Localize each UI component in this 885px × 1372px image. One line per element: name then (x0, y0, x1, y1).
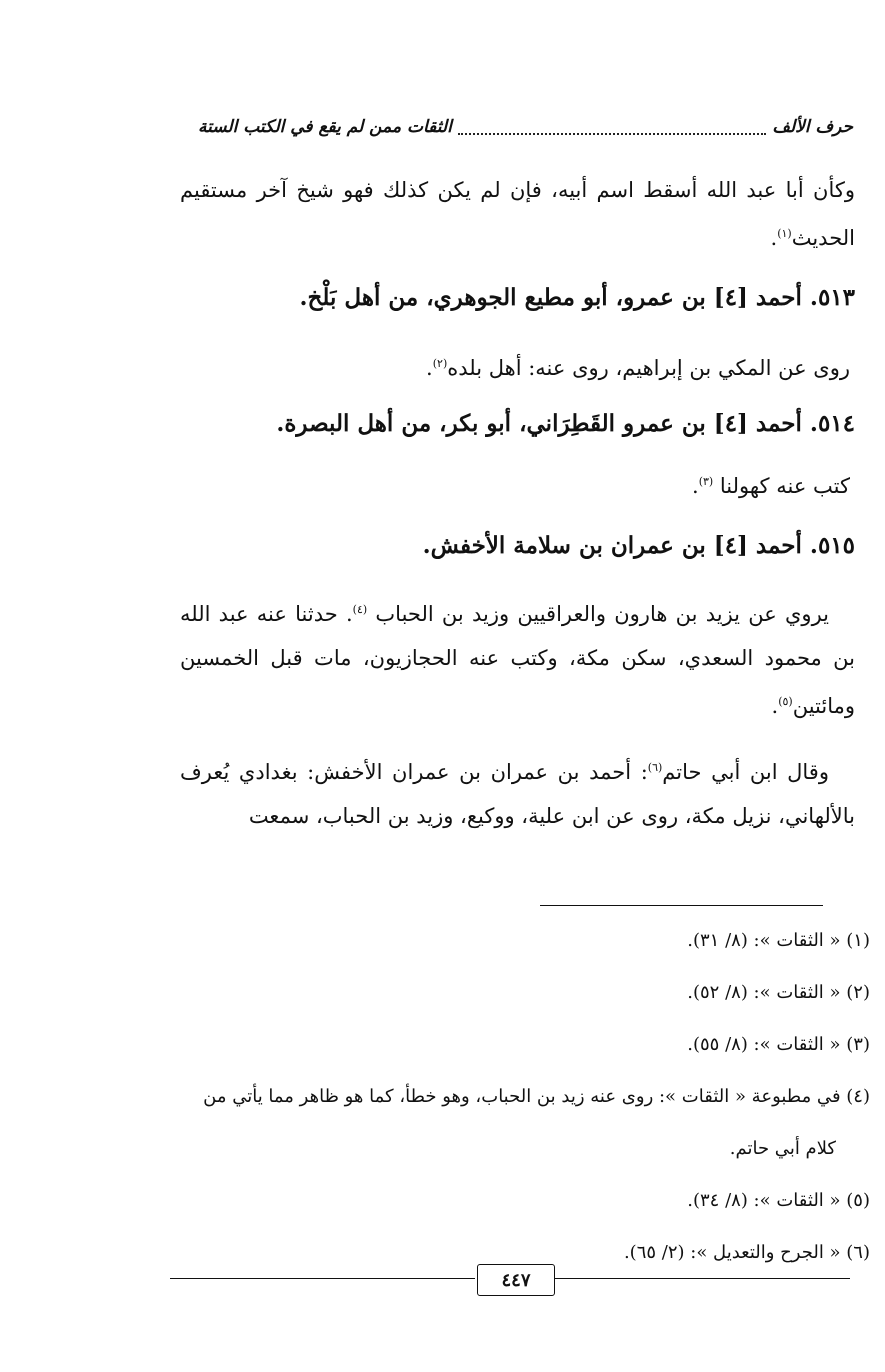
footnote-4-continued: كلام أبي حاتم. (729, 1138, 836, 1159)
entry-heading-514: ٥١٤. أحمد [٤] بن عمرو القَطِرَاني، أبو بكر، من أهل البصرة. (276, 410, 855, 437)
footnote-5: (٥) « الثقات »: (٨/ ٣٤). (687, 1190, 870, 1211)
footnote-4: (٤) في مطبوعة « الثقات »: روى عنه زيد بن الحباب، وهو خطأ، كما هو ظاهر مما يأتي من (203, 1086, 870, 1107)
header-dots (458, 119, 767, 135)
entry-heading-513: ٥١٣. أحمد [٤] بن عمرو، أبو مطيع الجوهري، من أهل بَلْخ. (299, 284, 855, 311)
footnote-3: (٣) « الثقات »: (٨/ ٥٥). (687, 1034, 870, 1055)
footnotes (150, 915, 870, 1279)
header-book-title: الثقات ممن لم يقع في الكتب الستة (198, 117, 452, 137)
running-header (198, 112, 853, 142)
footnote-ref: (٢) (432, 357, 448, 370)
entry-text-513: روى عن المكي بن إبراهيم، روى عنه: أهل بلده$^{(٢)}$. (426, 356, 850, 380)
page-footer (170, 1262, 850, 1298)
page-number: ٤٤٧ (477, 1264, 555, 1296)
footnote-ref: (٦) (647, 761, 663, 774)
footer-rule-left (170, 1278, 475, 1279)
footnote-separator (540, 905, 823, 906)
footnote-1: (١) « الثقات »: (٨/ ٣١). (687, 930, 870, 951)
intro-line-1: وكأن أبا عبد الله أسقط اسم أبيه، فإن لم يكن كذلك فهو شيخ آخر مستقيم (180, 178, 855, 202)
paragraph-515-2: وقال ابن أبي حاتم$^{(٦)}$: أحمد بن عمران بن عمران الأخفش: بغدادي يُعرف بالألهاني، نزيل مكة، روى عن ابن علية، ووكيع، وزيد بن الحباب، سمعت (180, 760, 855, 828)
intro-paragraph (180, 168, 855, 260)
footnote-ref: (٥) (778, 695, 793, 708)
header-chapter: حرف الألف (772, 117, 853, 137)
intro-line-2: الحديث$^{(١)}$. (770, 226, 855, 250)
entry-heading-515: ٥١٥. أحمد [٤] بن عمران بن سلامة الأخفش. (422, 532, 855, 559)
entry-text-514: كتب عنه كهولنا $^{(٣)}$. (692, 474, 850, 498)
footnote-ref: (٣) (698, 475, 714, 488)
footer-rule-right (555, 1278, 850, 1279)
footnote-ref: (١) (777, 227, 792, 240)
footnote-6: (٦) « الجرح والتعديل »: (٢/ ٦٥). (623, 1242, 870, 1263)
paragraph-515-1: يروي عن يزيد بن هارون والعراقيين وزيد بن الحباب $^{(٤)}$. حدثنا عنه عبد الله بن محمود السعدي، سكن مكة، وكتب عنه الحجازيون، مات قبل الخمسين ومائتين$^{(٥)}$. (180, 602, 855, 718)
footnote-2: (٢) « الثقات »: (٨/ ٥٢). (687, 982, 870, 1003)
footnote-ref: (٤) (352, 603, 368, 616)
